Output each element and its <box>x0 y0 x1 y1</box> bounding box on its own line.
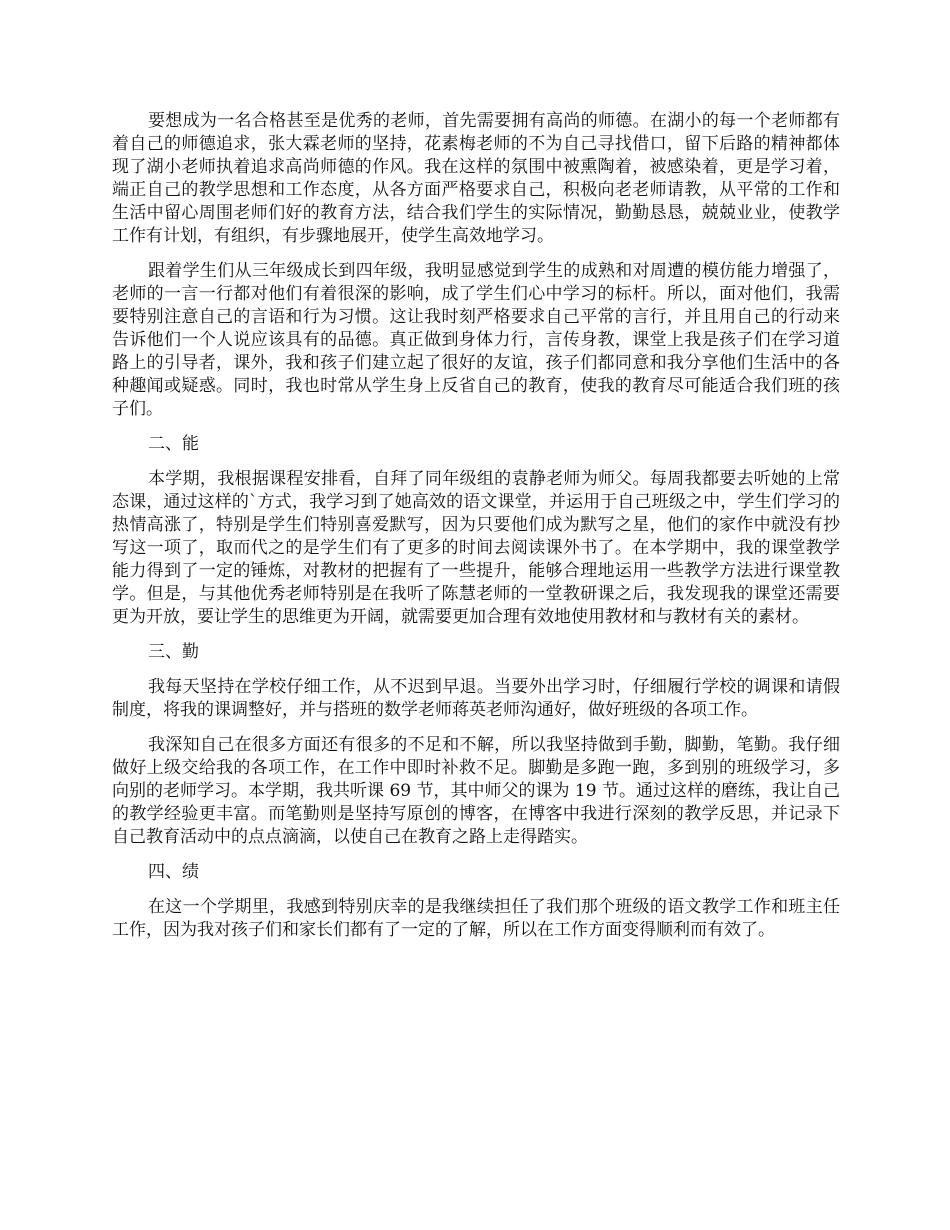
paragraph-diligence-attendance: 我每天坚持在学校仔细工作，从不迟到早退。当要外出学习时，仔细履行学校的调课和请假制度，将我的课调整好，并与搭班的数学老师蒋英老师沟通好，做好班级的各项工作。 <box>112 677 840 720</box>
section-heading-achievement: 四、绩 <box>148 862 199 882</box>
paragraph-ability: 本学期，我根据课程安排看，自拜了同年级组的袁静老师为师父。每周我都要去听她的上常态课，通过这样的`方式，我学习到了她高效的语文课堂，并运用于自己班级之中，学生们学习的热情高涨了，特别是学生们特别喜爱默写，因为只要他们成为默写之星，他们的家作中就没有抄写这一项了，取而代之的是学生们有了更多的时间去阅读课外书了。在本学期中，我的课堂教学能力得到了一定的锤炼，对教材的把握有了一些提升，能够合理地运用一些教学方法进行课堂教学。但是，与其他优秀老师特别是在我听了陈慧老师的一堂教研课之后，我发现我的课堂还需要更为开放，要让学生的思维更为开阔，就需要更加合理有效地使用教材和与教材有关的素材。 <box>112 469 840 627</box>
section-heading-diligence: 三、勤 <box>148 642 199 662</box>
section-heading-ability: 二、能 <box>148 434 199 454</box>
paragraph-diligence-practice: 我深知自己在很多方面还有很多的不足和不解，所以我坚持做到手勤，脚勤，笔勤。我仔细做好上级交给我的各项工作，在工作中即时补救不足。脚勤是多跑一跑，多到别的班级学习，多向别的老师学习。本学期，我共听课 69 节，其中师父的课为 19 节。通过这样的磨练，我让自己的教学经验更丰富。而笔勤则是坚持写原创的博客，在博客中我进行深刻的教学反思，并记录下自己教育活动中的点点滴滴，以使自己在教育之路上走得踏实。 <box>112 735 840 847</box>
paragraph-role-model: 跟着学生们从三年级成长到四年级，我明显感觉到学生的成熟和对周遭的模仿能力增强了，老师的一言一行都对他们有着很深的影响，成了学生们心中学习的标杆。所以，面对他们，我需要特别注意自己的言语和行为习惯。这让我时刻严格要求自己平常的言行，并且用自己的行动来告诉他们一个人说应该具有的品德。真正做到身体力行，言传身教，课堂上我是孩子们在学习道路上的引导者，课外，我和孩子们建立起了很好的友谊，孩子们都同意和我分享他们生活中的各种趣闻或疑惑。同时，我也时常从学生身上反省自己的教育，使我的教育尽可能适合我们班的孩子们。 <box>112 261 840 419</box>
paragraph-achievement: 在这一个学期里，我感到特别庆幸的是我继续担任了我们那个班级的语文教学工作和班主任工作，因为我对孩子们和家长们都有了一定的了解，所以在工作方面变得顺利而有效了。 <box>112 897 840 940</box>
paragraph-morality: 要想成为一名合格甚至是优秀的老师，首先需要拥有高尚的师德。在湖小的每一个老师都有着自己的师德追求，张大霖老师的坚持，花素梅老师的不为自己寻找借口，留下后路的精神都体现了湖小老师执着追求高尚师德的作风。我在这样的氛围中被熏陶着，被感染着，更是学习着，端正自己的教学思想和工作态度，从各方面严格要求自己，积极向老老师请教，从平常的工作和生活中留心周围老师们好的教育方法，结合我们学生的实际情况，勤勤恳恳，兢兢业业，使教学工作有计划，有组织，有步骤地展开，使学生高效地学习。 <box>112 111 840 246</box>
document-body <box>112 110 840 954</box>
